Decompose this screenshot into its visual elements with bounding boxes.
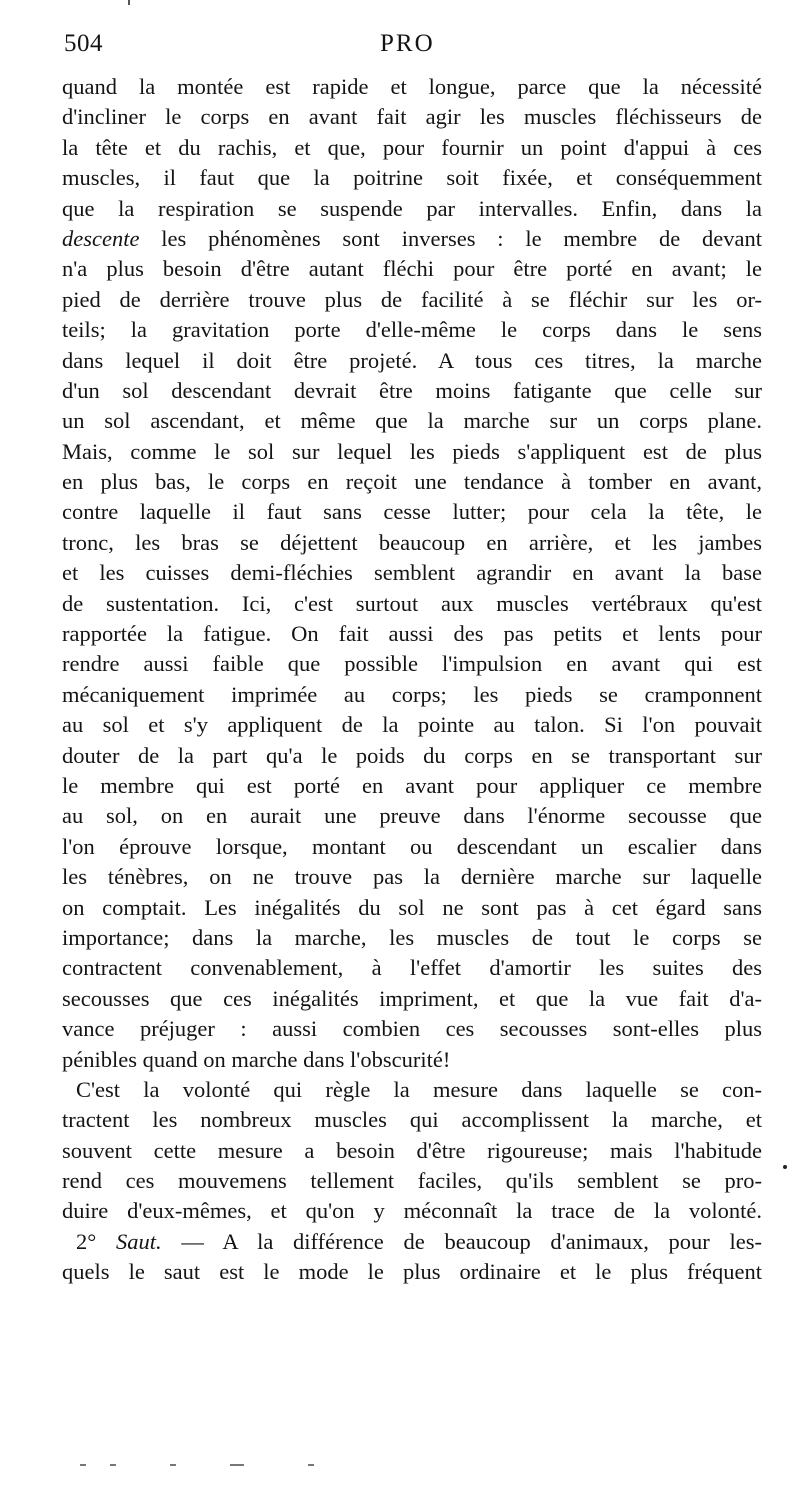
paragraph-end-line: pénibles quand on marche dans l'obscurité! [62,1046,451,1072]
bottom-print-marks [80,1464,330,1468]
margin-dot [783,1165,787,1169]
text-line: mécaniquement imprimée au corps; les pieds se cramponnent [62,681,762,707]
section-heading-line: 2° Saut. — A la différence de beaucoup d'animaux, pour les- [76,1228,762,1254]
print-mark [128,0,130,5]
text-line: souvent cette mesure a besoin d'être rigoureuse; mais l'habitude [62,1137,762,1163]
text-line: quand la montée est rapide et longue, parce que la nécessité [62,74,762,99]
text-line: la tête et du rachis, et que, pour fournir un point d'appui à ces [62,134,762,160]
text-line: au sol et s'y appliquent de la pointe au talon. Si l'on pouvait [62,712,762,738]
text-line: quels le saut est le mode le plus ordinaire et le plus fréquent [62,1259,762,1285]
text-line: l'on éprouve lorsque, montant ou descendant un escalier dans [62,833,762,859]
text-line: contractent convenablement, à l'effet d'amortir les suites des [62,955,762,981]
text-line: teils; la gravitation porte d'elle-même le corps dans le sens [62,317,762,343]
text-line: descente les phénomènes sont inverses : le membre de devant [62,225,762,251]
text-line: pied de derrière trouve plus de facilité à se fléchir sur les or- [62,286,762,312]
body-text [62,72,762,1288]
text-line: d'incliner le corps en avant fait agir les muscles fléchisseurs de [62,104,762,130]
page-number: 504 [64,30,103,57]
paragraph-start-line: C'est la volonté qui règle la mesure dans laquelle se con- [76,1076,762,1102]
text-line: d'un sol descendant devrait être moins fatigante que celle sur [62,377,762,403]
text-line: vance préjuger : aussi combien ces secousses sont-elles plus [62,1016,762,1042]
text-line: importance; dans la marche, les muscles de tout le corps se [62,924,762,950]
text-line: tractent les nombreux muscles qui accomplissent la marche, et [62,1107,762,1133]
text-line: muscles, il faut que la poitrine soit fixée, et conséquemment [62,165,762,191]
text-line: rend ces mouvemens tellement faciles, qu'ils semblent se pro- [62,1168,762,1194]
text-line: contre laquelle il faut sans cesse lutter; pour cela la tête, le [62,499,762,525]
text-line: que la respiration se suspende par intervalles. Enfin, dans la [62,195,762,221]
text-line: au sol, on en aurait une preuve dans l'énorme secousse que [62,803,762,829]
text-line: secousses que ces inégalités impriment, et que la vue fait d'a- [62,985,762,1011]
text-line: rapportée la fatigue. On fait aussi des pas petits et lents pour [62,621,762,647]
text-line: de sustentation. Ici, c'est surtout aux muscles vertébraux qu'est [62,590,762,616]
text-line: tronc, les bras se déjettent beaucoup en arrière, et les jambes [62,529,762,555]
text-line: douter de la part qu'a le poids du corps en se transportant sur [62,742,762,768]
running-head: PRO [380,30,435,57]
text-line: les ténèbres, on ne trouve pas la dernière marche sur laquelle [62,864,762,890]
text-line: dans lequel il doit être projeté. A tous ces titres, la marche [62,347,762,373]
text-line: n'a plus besoin d'être autant fléchi pour être porté en avant; le [62,256,762,282]
text-line: duire d'eux-mêmes, et qu'on y méconnaît la trace de la volonté. [62,1198,762,1224]
text-line: en plus bas, le corps en reçoit une tendance à tomber en avant, [62,469,762,495]
text-line: rendre aussi faible que possible l'impulsion en avant qui est [62,651,762,677]
text-line: on comptait. Les inégalités du sol ne sont pas à cet égard sans [62,894,762,920]
text-line: un sol ascendant, et même que la marche sur un corps plane. [62,408,762,434]
text-line: et les cuisses demi-fléchies semblent agrandir en avant la base [62,560,762,586]
text-line: Mais, comme le sol sur lequel les pieds s'appliquent est de plus [62,438,762,464]
text-line: le membre qui est porté en avant pour appliquer ce membre [62,772,762,798]
